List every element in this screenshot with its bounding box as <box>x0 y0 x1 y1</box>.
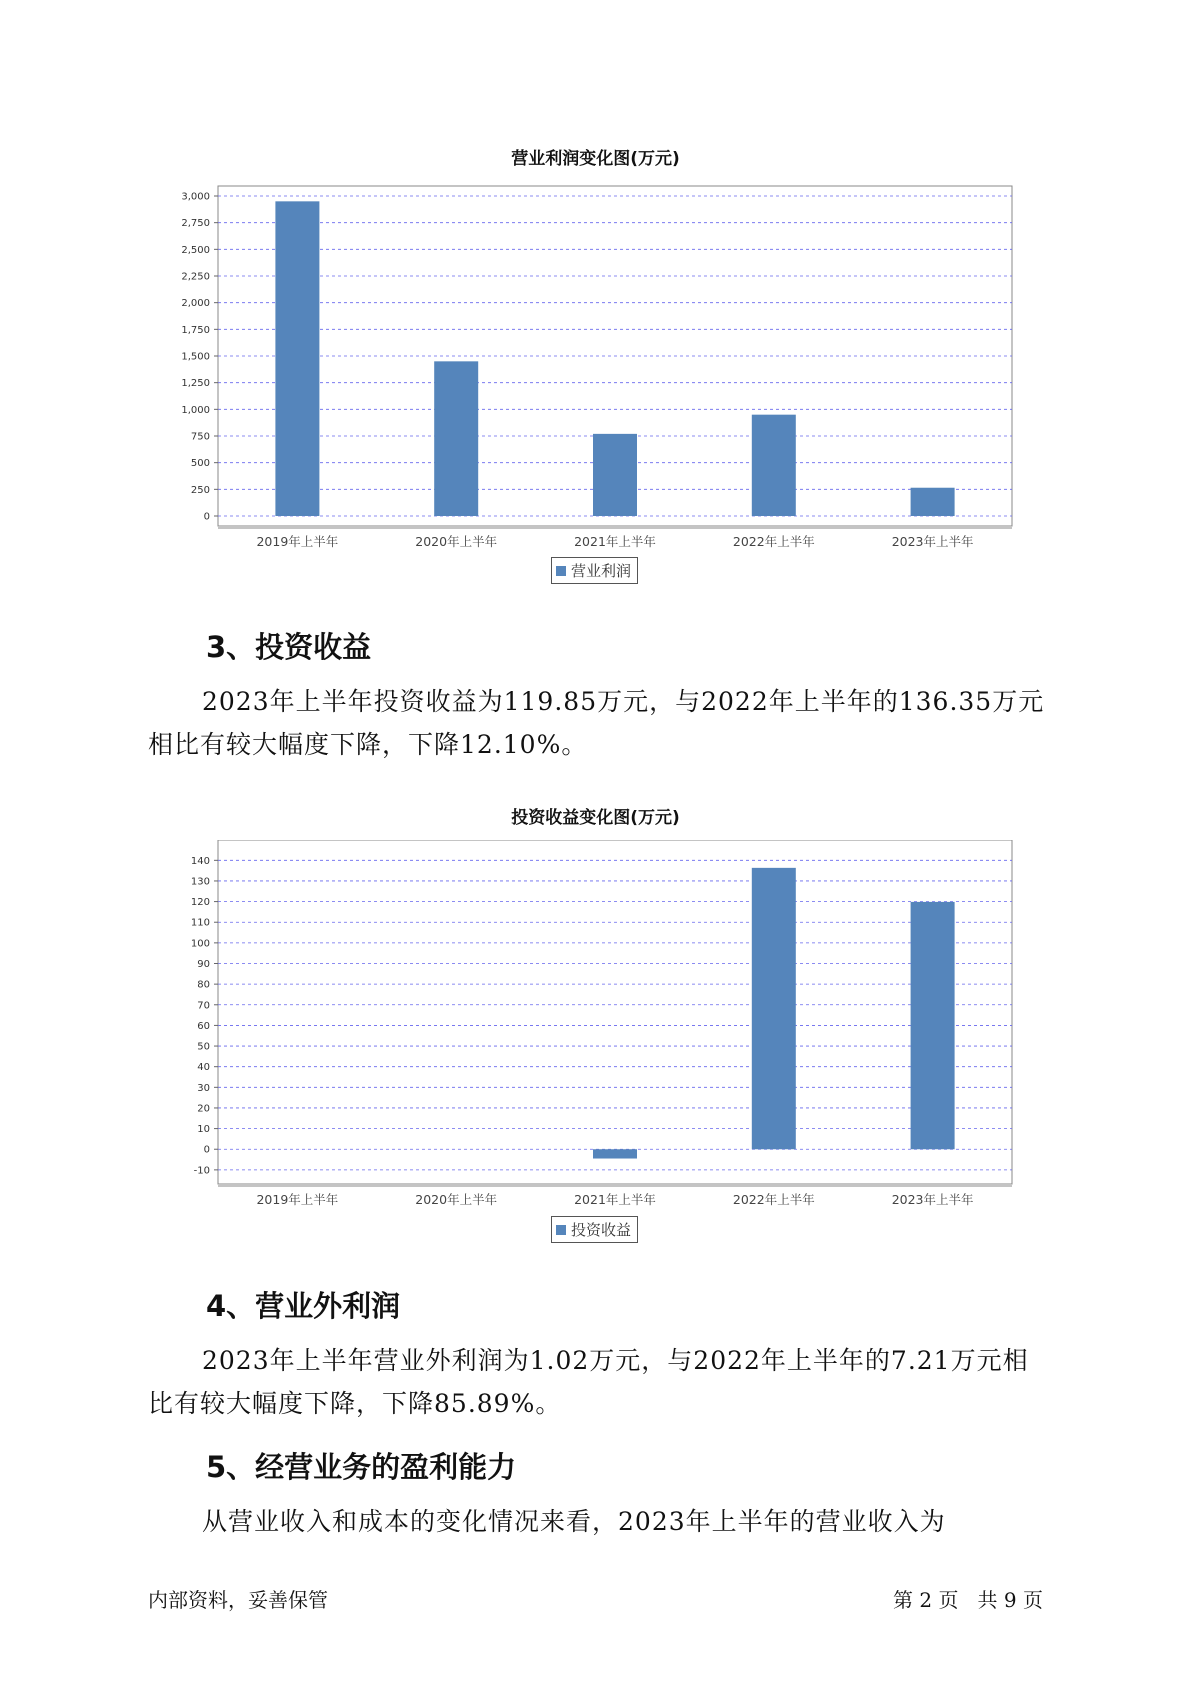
chart1-x-tick-label: 2023年上半年 <box>891 534 974 549</box>
chart2-y-tick-label: 140 <box>190 855 210 867</box>
chart1-y-tick-label: 500 <box>190 458 210 470</box>
chart2-y-tick-label: 130 <box>190 876 210 888</box>
chart2-y-tick-label: 50 <box>197 1041 210 1053</box>
chart1-bar-4 <box>911 488 955 516</box>
chart1-y-tick-label: 250 <box>190 484 210 496</box>
chart1-x-tick-label: 2020年上半年 <box>415 534 498 549</box>
chart2-y-tick-label: 30 <box>197 1082 210 1094</box>
chart1-y-tick-label: 2,250 <box>181 271 210 283</box>
chart2-bar-3 <box>752 868 796 1149</box>
section4-paragraph: 2023年上半年营业外利润为1.02万元，与2022年上半年的7.21万元相比有较大幅度下降，下降85.89%。 <box>148 1346 1029 1418</box>
chart2-title: 投资收益变化图(万元) <box>511 808 680 828</box>
chart1-bar-1 <box>434 361 478 516</box>
chart2-x-tick-label: 2021年上半年 <box>574 1192 656 1207</box>
chart2-x-tick-label: 2022年上半年 <box>732 1192 815 1207</box>
chart2-plot-frame <box>218 840 1012 1184</box>
section3-paragraph: 2023年上半年投资收益为119.85万元，与2022年上半年的136.35万元相比有较大幅度下降，下降12.10%。 <box>148 687 1045 759</box>
chart1-x-tick-label: 2019年上半年 <box>256 534 339 549</box>
chart1-legend-label: 营业利润 <box>571 562 632 580</box>
chart2-y-tick-label: -10 <box>193 1165 210 1177</box>
chart1-y-tick-label: 1,500 <box>181 351 210 363</box>
chart1-y-tick-label: 2,000 <box>181 298 210 310</box>
chart2-y-tick-label: 0 <box>203 1144 210 1156</box>
chart1-y-tick-label: 2,750 <box>181 218 210 230</box>
chart2-y-tick-label: 100 <box>190 938 210 950</box>
chart1-x-tick-label: 2021年上半年 <box>574 534 656 549</box>
chart1-bar-2 <box>593 434 637 516</box>
chart1-operating-profit <box>0 180 1191 550</box>
chart1-bar-3 <box>752 415 796 516</box>
chart2-x-tick-label: 2020年上半年 <box>415 1192 498 1207</box>
chart2-legend <box>551 1216 638 1243</box>
chart2-y-tick-label: 60 <box>197 1020 210 1032</box>
section5-paragraph: 从营业收入和成本的变化情况来看，2023年上半年的营业收入为 <box>202 1507 946 1536</box>
section5-heading: 5、经营业务的盈利能力 <box>206 1450 517 1484</box>
chart2-investment-income <box>0 840 1191 1210</box>
section3-heading: 3、投资收益 <box>206 630 372 664</box>
chart2-y-tick-label: 40 <box>197 1062 210 1074</box>
chart2-bar-2 <box>593 1149 637 1158</box>
footer-confidential-note: 内部资料，妥善保管 <box>148 1588 328 1612</box>
chart2-y-tick-label: 110 <box>190 917 210 929</box>
chart2-x-tick-label: 2023年上半年 <box>891 1192 974 1207</box>
chart2-legend-label: 投资收益 <box>571 1221 632 1239</box>
chart1-y-tick-label: 0 <box>203 511 210 523</box>
chart2-bar-4 <box>911 902 955 1149</box>
chart1-y-tick-label: 1,000 <box>181 404 210 416</box>
chart1-title: 营业利润变化图(万元) <box>511 149 680 169</box>
chart1-bar-0 <box>275 201 319 516</box>
chart2-y-tick-label: 90 <box>197 959 210 971</box>
chart1-y-tick-label: 1,750 <box>181 324 210 336</box>
footer-page-number: 第 2 页 共 9 页 <box>893 1588 1043 1612</box>
chart2-y-tick-label: 70 <box>197 1000 210 1012</box>
chart1-legend <box>551 557 638 584</box>
chart1-x-tick-label: 2022年上半年 <box>732 534 815 549</box>
section4-heading: 4、营业外利润 <box>206 1289 401 1323</box>
legend-swatch-icon <box>556 1225 566 1235</box>
chart2-y-tick-label: 20 <box>197 1103 210 1115</box>
chart2-y-tick-label: 10 <box>197 1124 210 1136</box>
chart1-y-tick-label: 2,500 <box>181 244 210 256</box>
chart1-y-tick-label: 750 <box>190 431 210 443</box>
chart1-y-tick-label: 3,000 <box>181 191 210 203</box>
chart2-y-tick-label: 80 <box>197 979 210 991</box>
chart2-y-tick-label: 120 <box>190 897 210 909</box>
legend-swatch-icon <box>556 566 566 576</box>
chart1-y-tick-label: 1,250 <box>181 378 210 390</box>
chart2-x-tick-label: 2019年上半年 <box>256 1192 339 1207</box>
